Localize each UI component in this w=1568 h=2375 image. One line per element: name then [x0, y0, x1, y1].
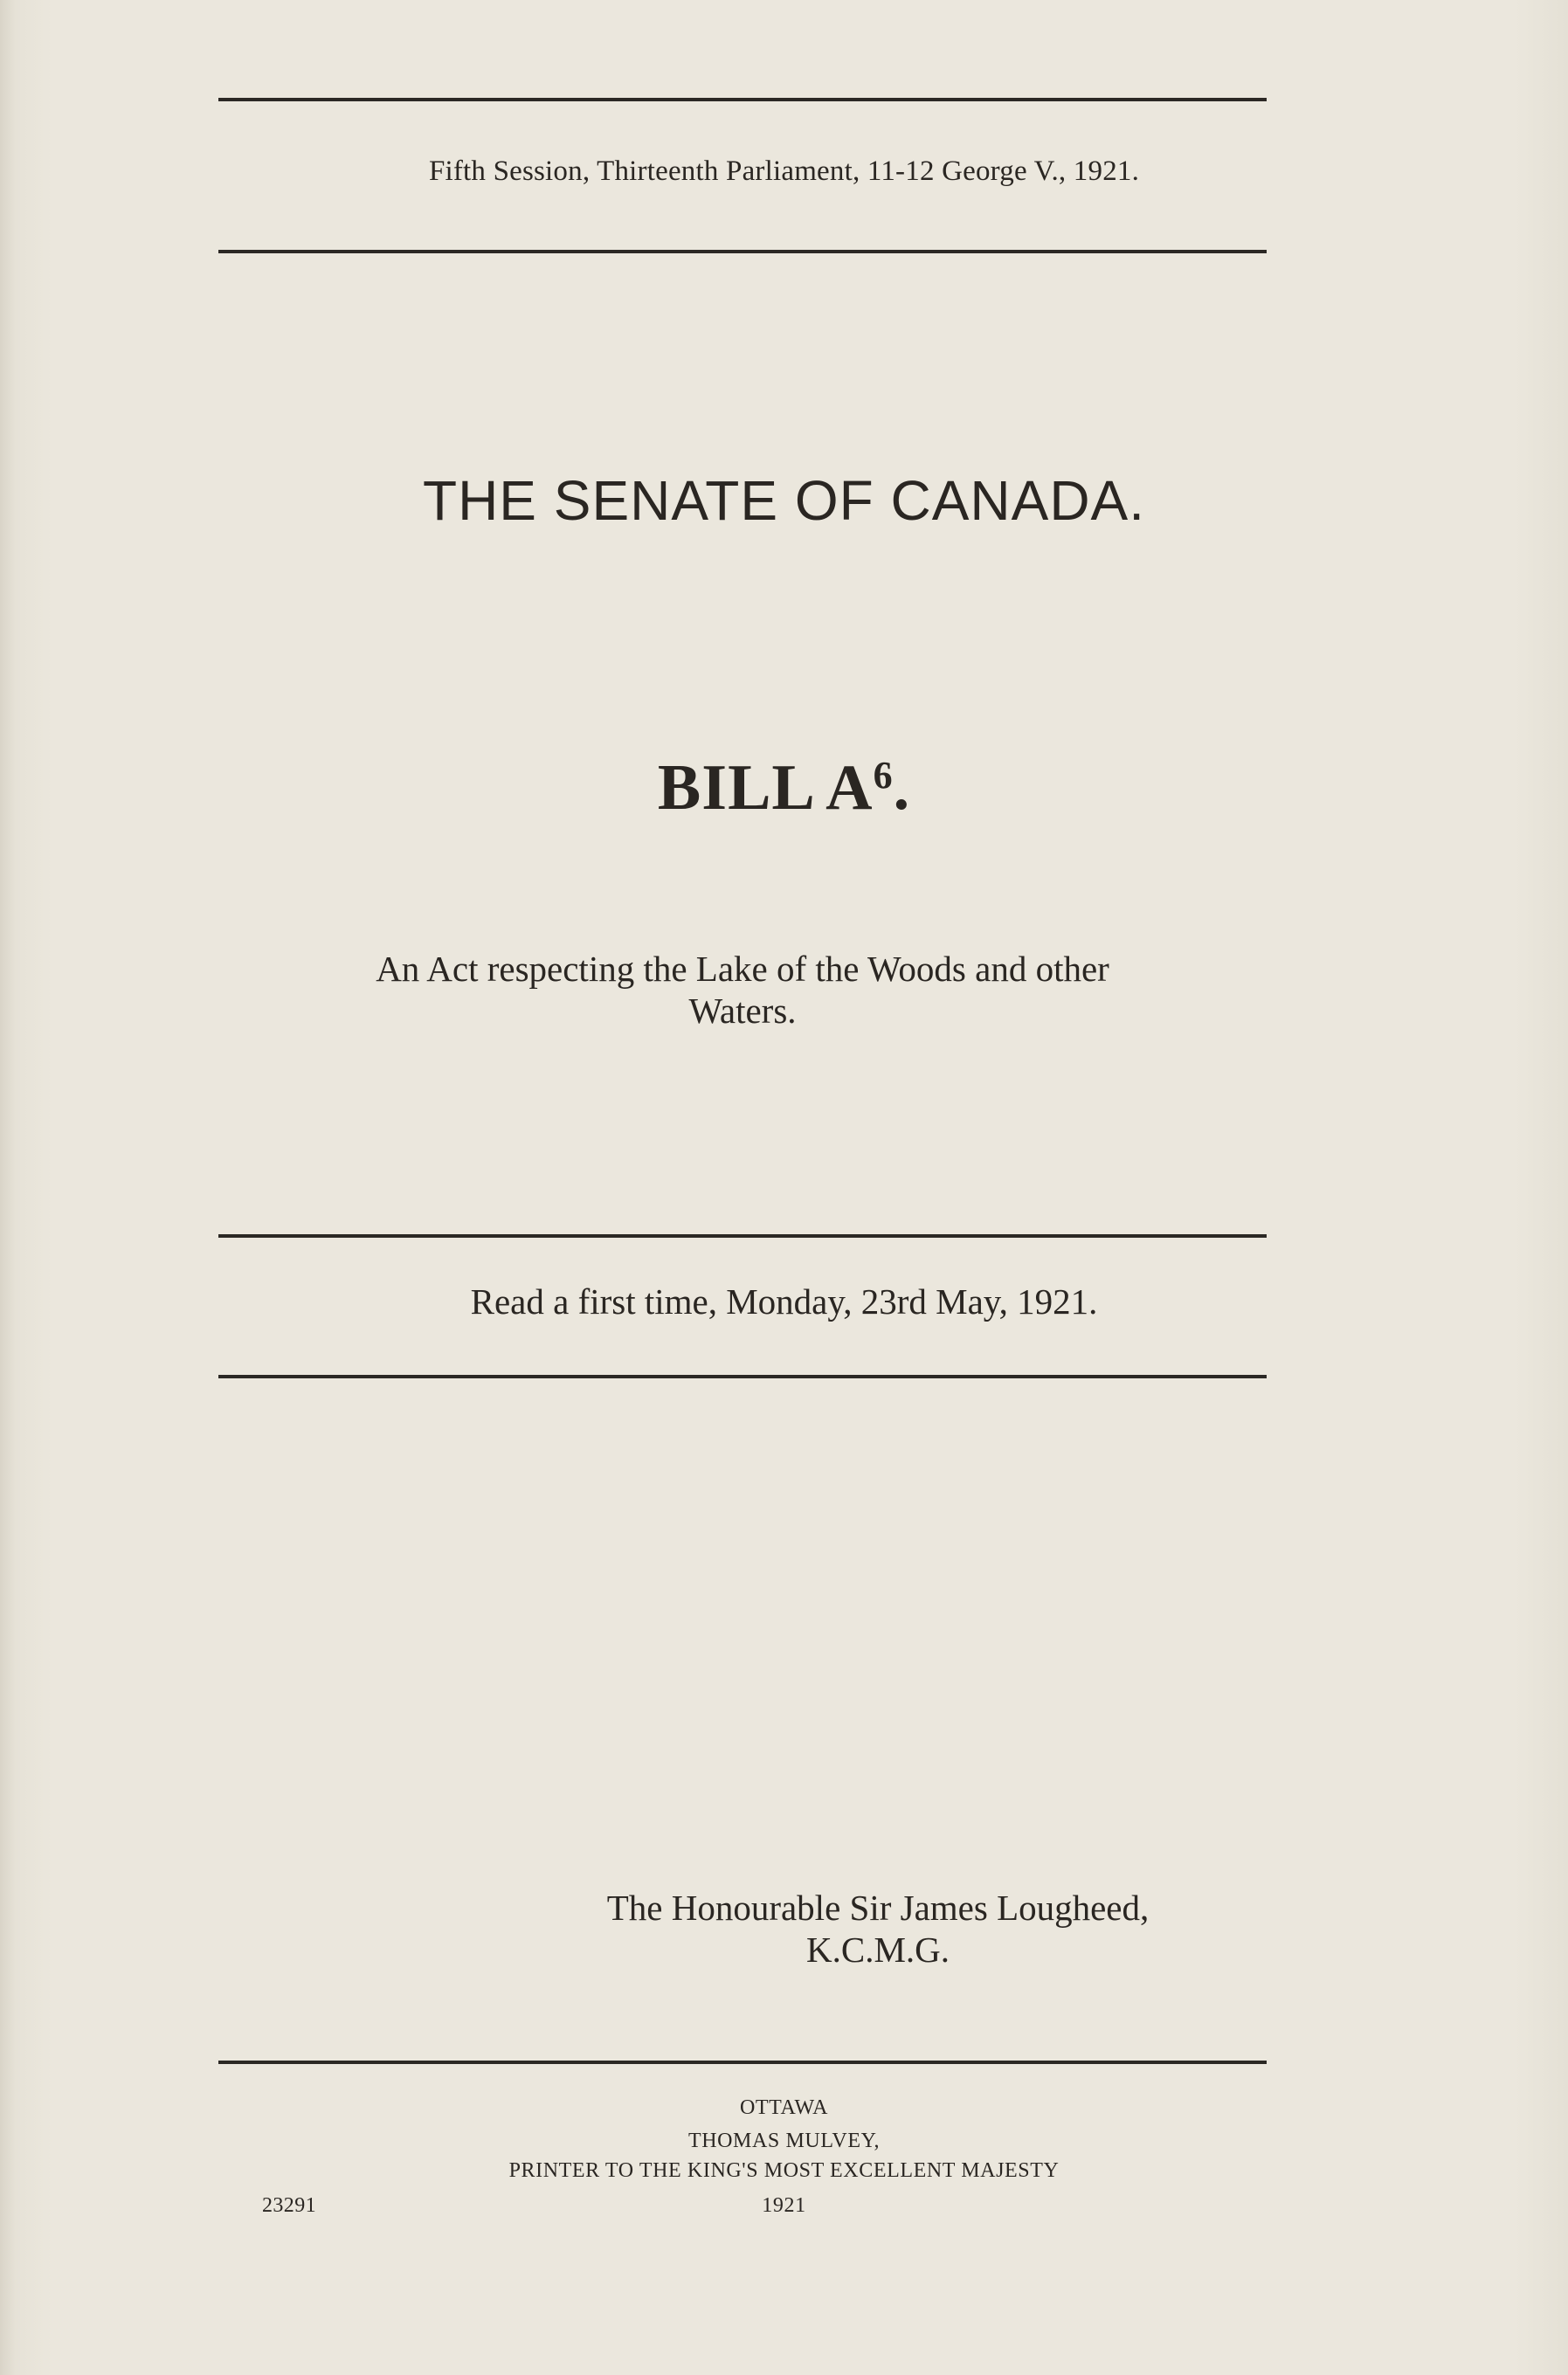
- top-rule: [218, 98, 1267, 101]
- first-reading-line: Read a first time, Monday, 23rd May, 1921.: [470, 1281, 1098, 1322]
- session-line: Fifth Session, Thirteenth Parliament, 11-12 George V., 1921.: [428, 155, 1140, 187]
- act-title-line-1: An Act respecting the Lake of the Woods and other: [376, 949, 1109, 989]
- act-title-line-2: Waters.: [688, 991, 797, 1031]
- act-title: [262, 948, 1223, 1032]
- sponsor: [489, 1887, 1267, 1971]
- imprint-rule: [218, 2061, 1267, 2064]
- imprint-city: OTTAWA: [739, 2096, 829, 2119]
- sponsor-honours: K.C.M.G.: [805, 1930, 950, 1970]
- sponsor-name: The Honourable Sir James Lougheed,: [606, 1888, 1150, 1928]
- reading-bottom-rule: [218, 1375, 1267, 1378]
- bill-suffix: .: [893, 752, 911, 824]
- job-number: 23291: [262, 2194, 316, 2217]
- imprint-year: 1921: [762, 2194, 806, 2217]
- bill-superscript: 6: [873, 754, 894, 797]
- imprint-printer-title: PRINTER TO THE KING'S MOST EXCELLENT MAJESTY: [508, 2159, 1060, 2182]
- reading-top-rule: [218, 1234, 1267, 1238]
- session-rule: [218, 250, 1267, 253]
- house-title: THE SENATE OF CANADA.: [422, 469, 1146, 532]
- imprint-printer: THOMAS MULVEY,: [687, 2130, 881, 2152]
- bill-prefix: BILL A: [657, 752, 874, 824]
- bill-title: [0, 751, 1568, 825]
